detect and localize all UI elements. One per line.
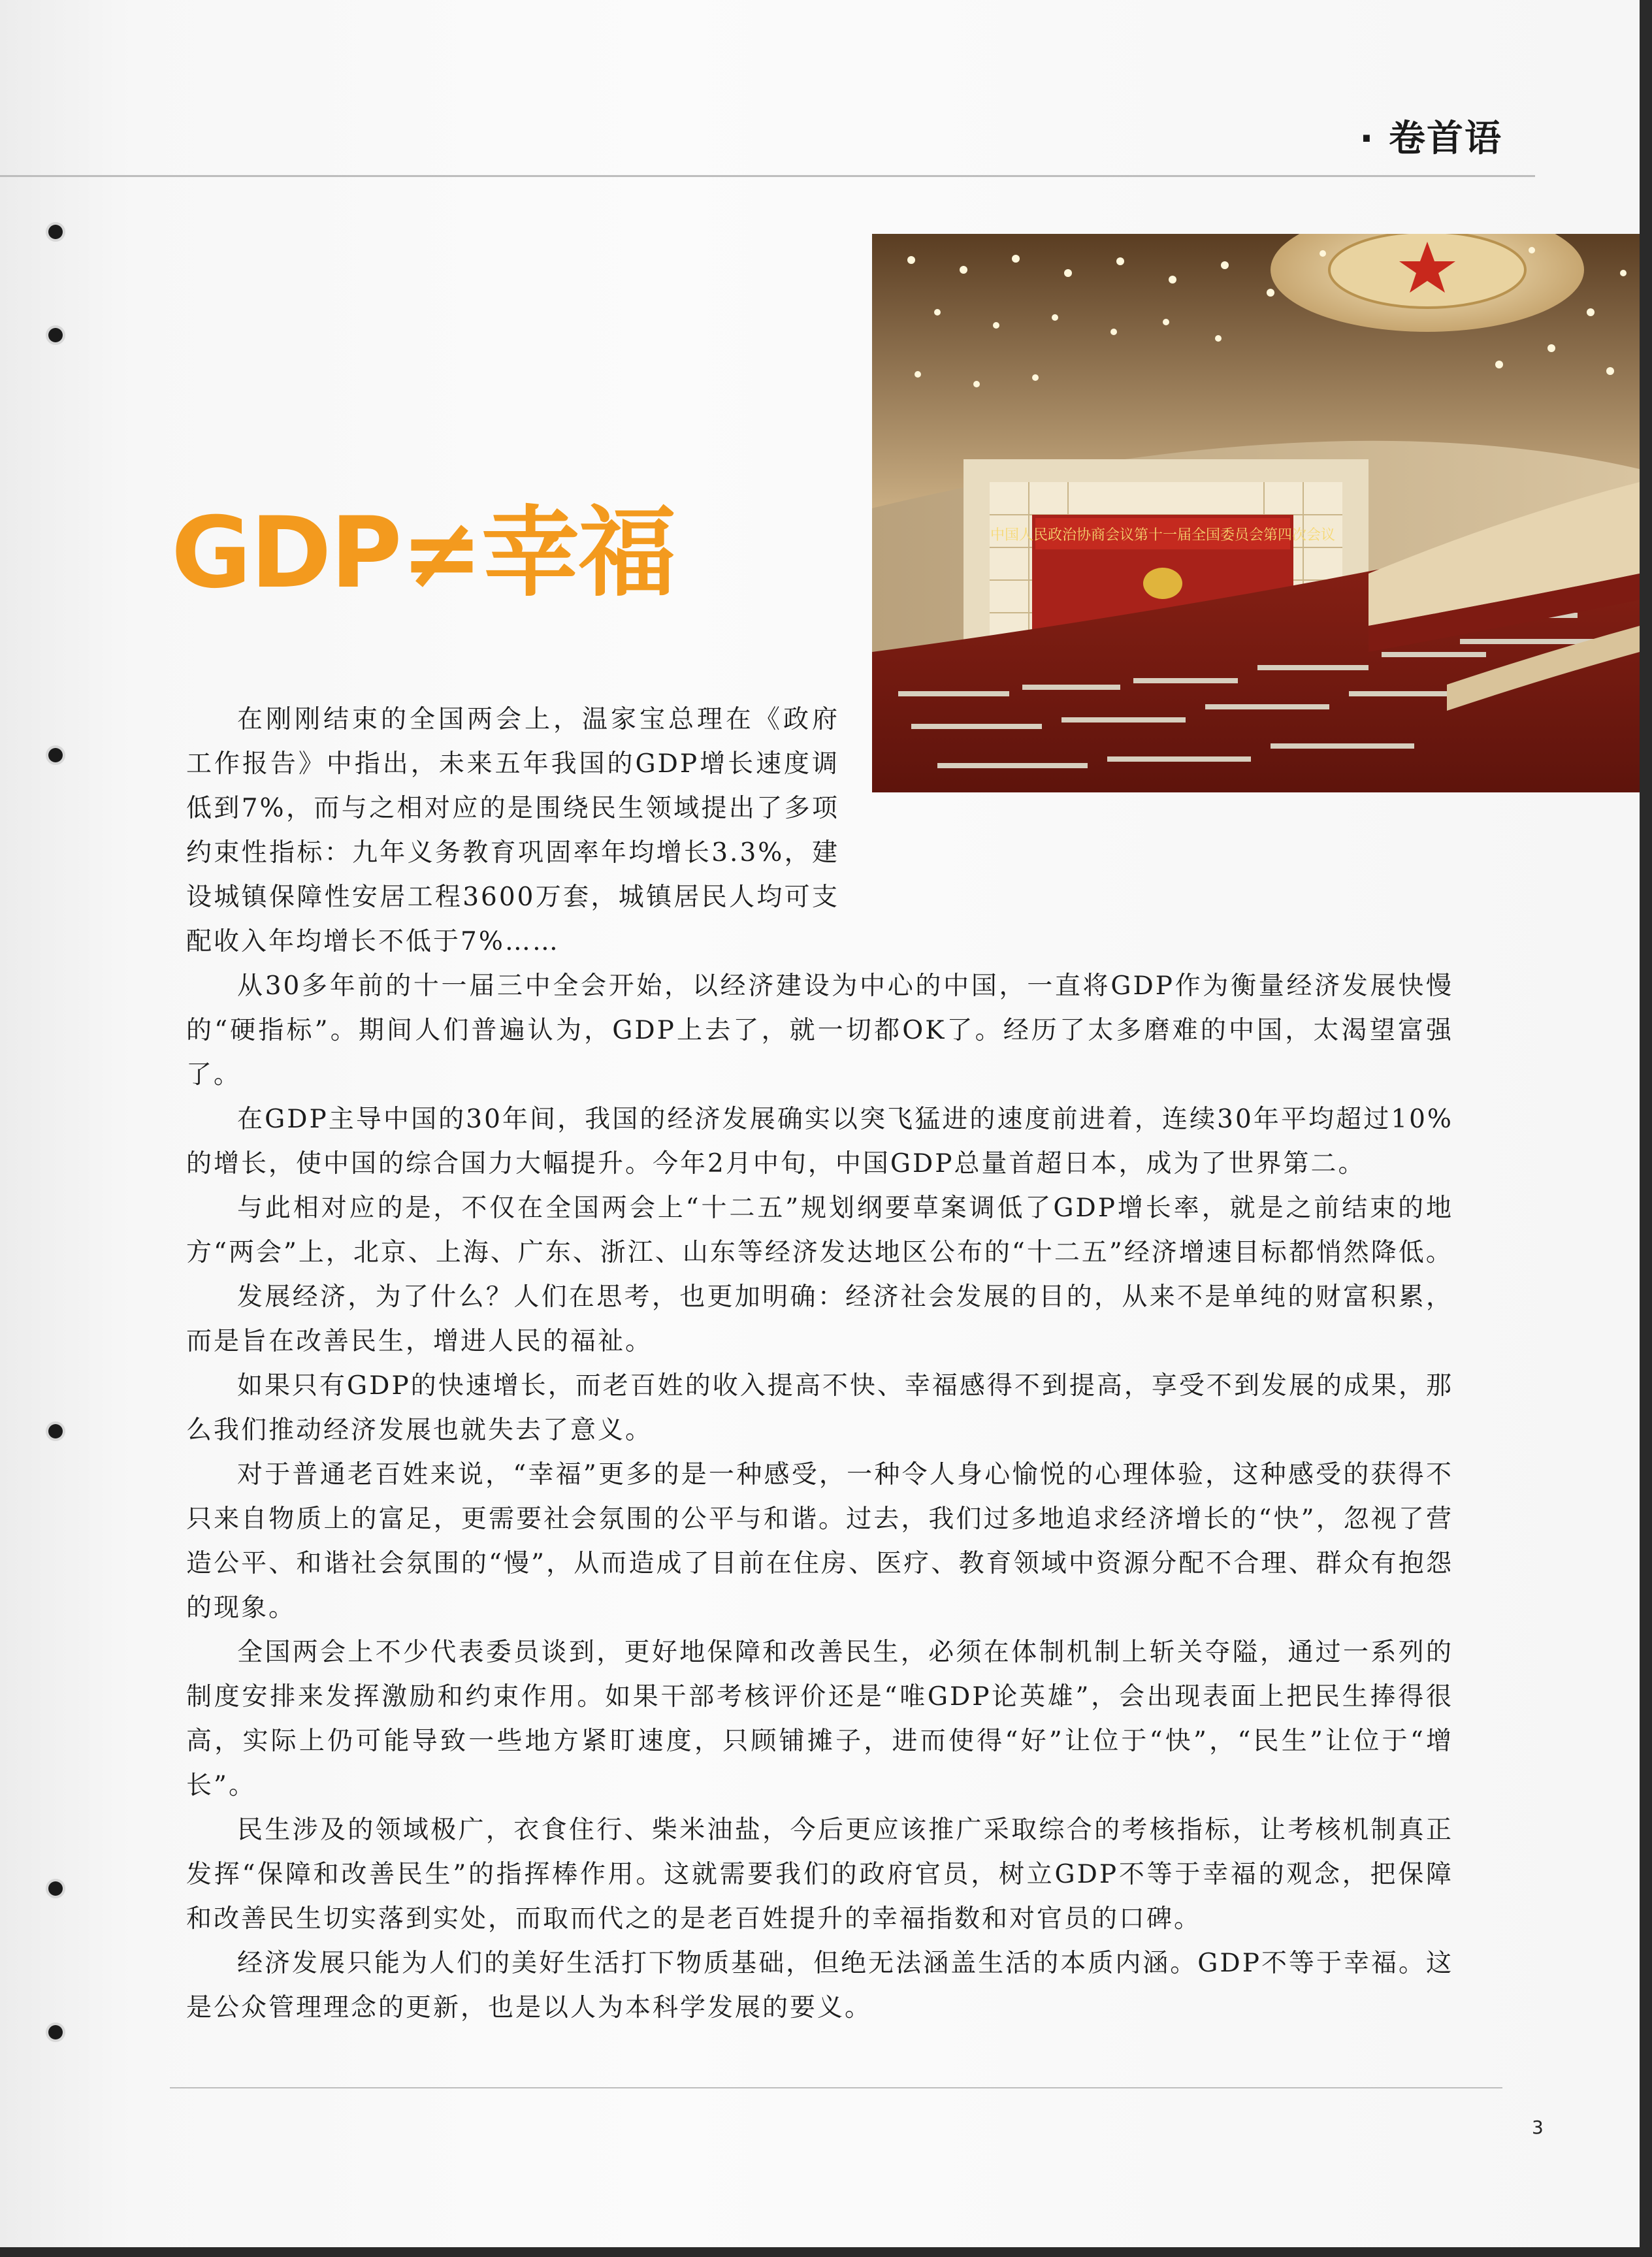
article-paragraph: 在刚刚结束的全国两会上，温家宝总理在《政府工作报告》中指出，未来五年我国的GDP增长速度调低到7%，而与之相对应的是围绕民生领域提出了多项约束性指标：九年义务教育巩固率年均增长3.3%，建设城镇保障性安居工程3600万套，城镇居民人均可支配收入年均增长不低于7%……: [186, 705, 839, 956]
section-label: · 卷首语: [1359, 118, 1502, 160]
article-title: GDP≠幸福: [171, 496, 675, 610]
footer-divider: [170, 2087, 1502, 2088]
binding-hole: [48, 748, 63, 762]
article-paragraph: 在GDP主导中国的30年间，我国的经济发展确实以突飞猛进的速度前进着，连续30年平均超过10%的增长，使中国的综合国力大幅提升。今年2月中旬，中国GDP总量首超日本，成为了世界第二。: [186, 1105, 1453, 1178]
binding-hole: [48, 2025, 63, 2039]
binding-hole: [48, 225, 63, 239]
binding-hole: [48, 328, 63, 342]
article-paragraph: 如果只有GDP的快速增长，而老百姓的收入提高不快、幸福感得不到提高，享受不到发展的成果，那么我们推动经济发展也就失去了意义。: [186, 1371, 1453, 1445]
article-paragraph: 发展经济，为了什么？人们在思考，也更加明确：经济社会发展的目的，从来不是单纯的财富积累，而是旨在改善民生，增进人民的福祉。: [186, 1282, 1453, 1356]
binding-hole: [48, 1881, 63, 1896]
article-paragraph: 与此相对应的是，不仅在全国两会上“十二五”规划纲要草案调低了GDP增长率，就是之前结束的地方“两会”上，北京、上海、广东、浙江、山东等经济发达地区公布的“十二五”经济增速目标都悄然降低。: [186, 1193, 1453, 1267]
binding-hole: [48, 1424, 63, 1438]
article-paragraph: 从30多年前的十一届三中全会开始，以经济建设为中心的中国，一直将GDP作为衡量经济发展快慢的“硬指标”。期间人们普遍认为，GDP上去了，就一切都OK了。经历了太多磨难的中国，太渴望富强了。: [186, 971, 1453, 1090]
article-paragraph: 对于普通老百姓来说，“幸福”更多的是一种感受，一种令人身心愉悦的心理体验，这种感受的获得不只来自物质上的富足，更需要社会氛围的公平与和谐。过去，我们过多地追求经济增长的“快”，忽视了营造公平、和谐社会氛围的“慢”，从而造成了目前在住房、医疗、教育领域中资源分配不合理、群众有抱怨的现象。: [186, 1460, 1453, 1623]
article-paragraph: 民生涉及的领域极广，衣食住行、柴米油盐，今后更应该推广采取综合的考核指标，让考核机制真正发挥“保障和改善民生”的指挥棒作用。这就需要我们的政府官员，树立GDP不等于幸福的观念，把保障和改善民生切实落到实处，而取而代之的是老百姓提升的幸福指数和对官员的口碑。: [186, 1815, 1453, 1934]
page-number: 3: [1532, 2117, 1544, 2138]
article-body: [186, 698, 1453, 2030]
article-paragraph: 全国两会上不少代表委员谈到，更好地保障和改善民生，必须在体制机制上斩关夺隘，通过一系列的制度安排来发挥激励和约束作用。如果干部考核评价还是“唯GDP论英雄”，会出现表面上把民生捧得很高，实际上仍可能导致一些地方紧盯速度，只顾铺摊子，进而使得“好”让位于“快”，“民生”让位于“增长”。: [186, 1638, 1453, 1800]
banner-text: 中国人民政治协商会议第十一届全国委员会第四次会议: [990, 527, 1336, 544]
header-divider: [0, 175, 1535, 177]
article-paragraph: 经济发展只能为人们的美好生活打下物质基础，但绝无法涵盖生活的本质内涵。GDP不等于幸福。这是公众管理理念的更新，也是以人为本科学发展的要义。: [186, 1949, 1453, 2022]
